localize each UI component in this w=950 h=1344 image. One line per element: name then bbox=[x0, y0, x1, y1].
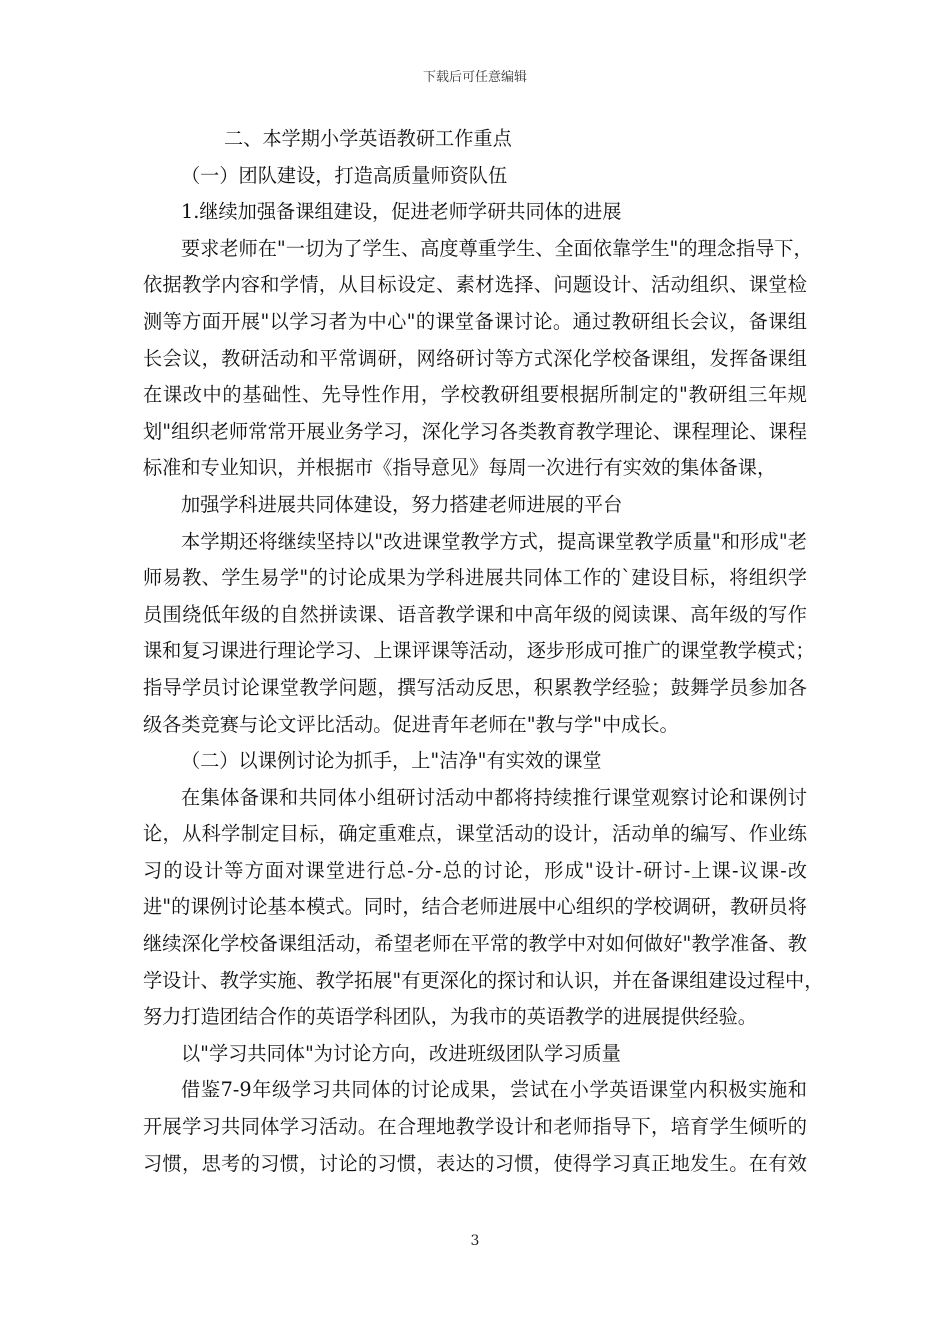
text-line: （二）以课例讨论为抓手，上"洁净"有实效的课堂 bbox=[181, 749, 602, 773]
text-line: 测等方面开展"以学习者为中心"的课堂备课讨论。通过教研组长会议，备课组 bbox=[143, 309, 807, 333]
text-line: 二、本学期小学英语教研工作重点 bbox=[224, 127, 512, 150]
text-line: 师易教、学生易学"的讨论成果为学科进展共同体工作的`建设目标，将组织学 bbox=[143, 566, 807, 590]
text-line: 习惯，思考的习惯，讨论的习惯，表达的习惯，使得学习真正地发生。在有效 bbox=[143, 1151, 807, 1175]
text-line: 以"学习共同体"为讨论方向，改进班级团队学习质量 bbox=[181, 1041, 621, 1065]
text-line: 在课改中的基础性、先导性作用，学校教研组要根据所制定的"教研组三年规 bbox=[143, 383, 807, 407]
text-line: 加强学科进展共同体建设，努力搭建老师进展的平台 bbox=[181, 492, 623, 516]
document-body bbox=[143, 121, 824, 1182]
text-line: 论，从科学制定目标，确定重难点，课堂活动的设计，活动单的编写、作业练 bbox=[143, 822, 807, 846]
text-line: 指导学员讨论课堂教学问题，撰写活动反思，积累教学经验；鼓舞学员参加各 bbox=[143, 675, 807, 699]
text-line: 学设计、教学实施、教学拓展"有更深化的探讨和认识，并在备课组建设过程中， bbox=[143, 968, 824, 992]
text-line: 进"的课例讨论基本模式。同时，结合老师进展中心组织的学校调研，教研员将 bbox=[143, 895, 807, 919]
text-line: 开展学习共同体学习活动。在合理地教学设计和老师指导下，培育学生倾听的 bbox=[143, 1115, 807, 1139]
text-line: 继续深化学校备课组活动，希望老师在平常的教学中对如何做好"教学准备、教 bbox=[143, 932, 807, 956]
text-line: 划"组织老师常常开展业务学习，深化学习各类教育教学理论、课程理论、课程 bbox=[143, 419, 807, 443]
text-line: 借鉴7-9年级学习共同体的讨论成果，尝试在小学英语课堂内积极实施和 bbox=[181, 1078, 807, 1102]
text-line: 依据教学内容和学情，从目标设定、素材选择、问题设计、活动组织、课堂检 bbox=[143, 273, 807, 297]
text-line: （一）团队建设，打造高质量师资队伍 bbox=[181, 163, 508, 187]
text-line: 1.继续加强备课组建设，促进老师学研共同体的进展 bbox=[181, 200, 622, 224]
text-line: 级各类竞赛与论文评比活动。促进青年老师在"教与学"中成长。 bbox=[143, 712, 679, 736]
text-line: 课和复习课进行理论学习、上课评课等活动，逐步形成可推广的课堂教学模式； bbox=[143, 639, 815, 663]
text-line: 习的设计等方面对课堂进行总-分-总的讨论，形成"设计-研讨-上课-议课-改 bbox=[143, 858, 807, 882]
text-line: 在集体备课和共同体小组研讨活动中都将持续推行课堂观察讨论和课例讨 bbox=[181, 785, 807, 809]
page-number: 3 bbox=[470, 1233, 480, 1249]
page-header: 下载后可任意编辑 bbox=[422, 70, 527, 85]
text-line: 标准和专业知识，并根据市《指导意见》每周一次进行有实效的集体备课， bbox=[143, 456, 777, 480]
text-line: 要求老师在"一切为了学生、高度尊重学生、全面依靠学生"的理念指导下， bbox=[181, 236, 813, 260]
text-line: 长会议，教研活动和平常调研，网络研讨等方式深化学校备课组，发挥备课组 bbox=[143, 346, 807, 370]
text-line: 员围绕低年级的自然拼读课、语音教学课和中高年级的阅读课、高年级的写作 bbox=[143, 602, 807, 626]
text-line: 努力打造团结合作的英语学科团队，为我市的英语教学的进展提供经验。 bbox=[143, 1005, 757, 1029]
text-line: 本学期还将继续坚持以"改进课堂教学方式，提高课堂教学质量"和形成"老 bbox=[181, 529, 807, 553]
